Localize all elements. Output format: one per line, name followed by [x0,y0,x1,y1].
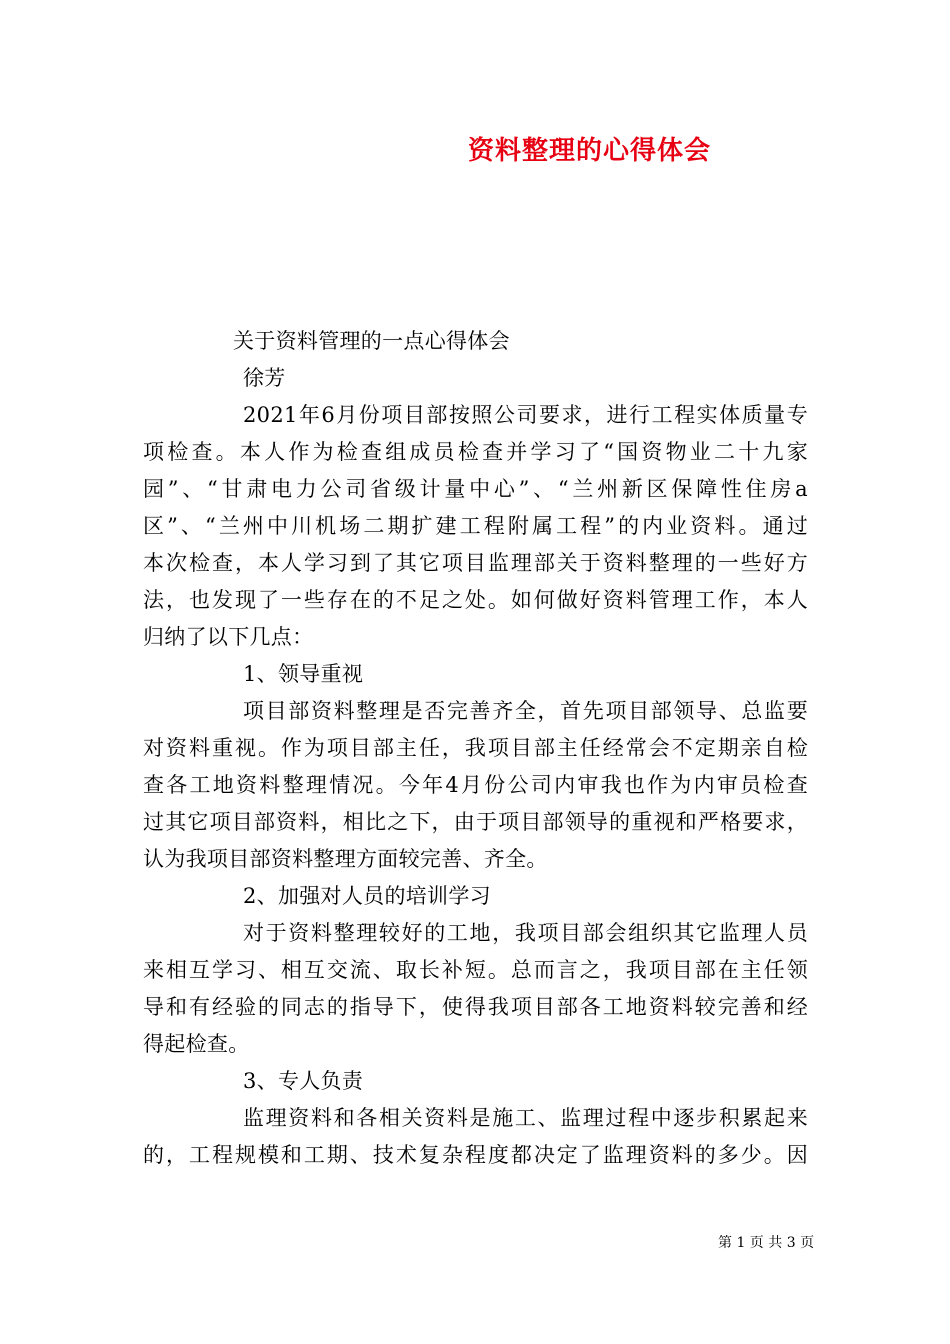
section-heading: 1、领导重视 [243,662,364,686]
paragraph-line: 对于资料整理较好的工地，我项目部会组织其它监理人员 [243,921,808,945]
paragraph-line: 来相互学习、相互交流、取长补短。总而言之，我项目部在主任领 [143,958,808,982]
section-heading: 3、专人负责 [243,1069,364,1093]
paragraph-line: 得起检查。 [143,1032,250,1056]
paragraph-line: 法，也发现了一些存在的不足之处。如何做好资料管理工作，本人 [143,588,808,612]
paragraph-line: 项目部资料整理是否完善齐全，首先项目部领导、总监要 [243,699,808,723]
document-title: 资料整理的心得体会 [468,136,712,166]
paragraph-line: 导和有经验的同志的指导下，使得我项目部各工地资料较完善和经 [143,995,808,1019]
paragraph-line: 本次检查，本人学习到了其它项目监理部关于资料整理的一些好方 [143,551,808,575]
paragraph-line: 对资料重视。作为项目部主任，我项目部主任经常会不定期亲自检 [143,736,808,760]
paragraph-line: 监理资料和各相关资料是施工、监理过程中逐步积累起来 [243,1106,808,1130]
section-heading: 2、加强对人员的培训学习 [243,884,491,908]
paragraph-line: 认为我项目部资料整理方面较完善、齐全。 [143,847,548,871]
paragraph-line: 过其它项目部资料，相比之下，由于项目部领导的重视和严格要求， [143,810,808,834]
paragraph-line: 园”、“甘肃电力公司省级计量中心”、“兰州新区保障性住房a [143,477,808,501]
paragraph-line: 项检查。本人作为检查组成员检查并学习了“国资物业二十九家 [143,440,808,464]
paragraph-line: 的，工程规模和工期、技术复杂程度都决定了监理资料的多少。因 [143,1143,808,1167]
author-name: 徐芳 [243,366,286,390]
paragraph-line: 2021年6月份项目部按照公司要求，进行工程实体质量专 [243,403,808,427]
page-number: 第 1 页 共 3 页 [718,1235,815,1251]
paragraph-line: 归纳了以下几点： [143,625,314,649]
document-subtitle: 关于资料管理的一点心得体会 [233,329,510,353]
paragraph-line: 查各工地资料整理情况。今年4月份公司内审我也作为内审员检查 [143,773,808,797]
paragraph-line: 区”、“兰州中川机场二期扩建工程附属工程”的内业资料。通过 [143,514,808,538]
